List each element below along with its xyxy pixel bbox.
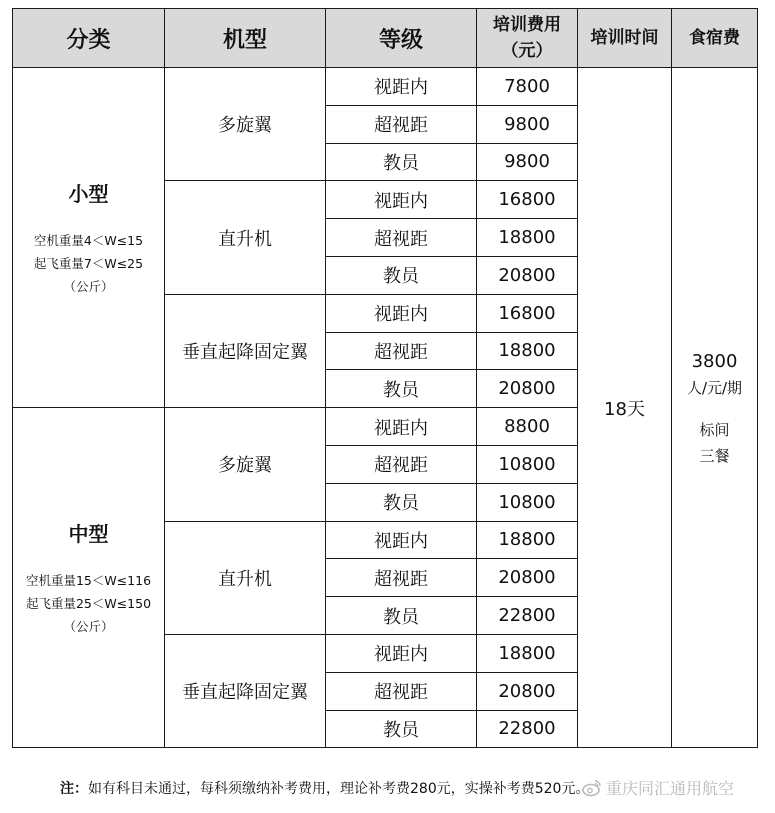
fee-cell: 22800 xyxy=(477,710,578,748)
fee-cell: 18800 xyxy=(477,219,578,257)
fee-cell: 9800 xyxy=(477,143,578,181)
category-note-unit: （公斤） xyxy=(63,618,114,634)
model-type: 垂直起降固定翼 xyxy=(165,634,326,747)
model-type: 直升机 xyxy=(165,181,326,294)
grade-cell: 视距内 xyxy=(326,634,477,672)
fee-cell: 10800 xyxy=(477,445,578,483)
category-title: 小型 xyxy=(68,181,109,206)
grade-cell: 视距内 xyxy=(326,521,477,559)
grade-cell: 教员 xyxy=(326,143,477,181)
header-fee-line1: 培训费用 xyxy=(493,15,561,35)
model-type: 多旋翼 xyxy=(165,408,326,521)
grade-cell: 超视距 xyxy=(326,219,477,257)
lodging-cell xyxy=(672,68,758,748)
header-grade: 等级 xyxy=(326,9,477,68)
header-fee xyxy=(477,9,578,68)
fee-cell: 7800 xyxy=(477,68,578,106)
category-note-empty-weight: 空机重量15＜W≤116 xyxy=(25,572,152,588)
lodging-room: 标间 xyxy=(699,420,730,439)
fee-cell: 22800 xyxy=(477,597,578,635)
fee-cell: 20800 xyxy=(477,672,578,710)
header-category: 分类 xyxy=(13,9,165,68)
fee-cell: 18800 xyxy=(477,634,578,672)
category-note-empty-weight: 空机重量4＜W≤15 xyxy=(33,232,144,248)
grade-cell: 超视距 xyxy=(326,672,477,710)
fee-cell: 20800 xyxy=(477,370,578,408)
category-small xyxy=(13,68,165,408)
footnote-text: 如有科目未通过，每科须缴纳补考费用，理论补考费280元，实操补考费520元。 xyxy=(88,781,590,797)
fee-cell: 20800 xyxy=(477,559,578,597)
header-fee-line2: （元） xyxy=(501,41,553,61)
grade-cell: 教员 xyxy=(326,710,477,748)
training-fee-table xyxy=(12,8,758,748)
grade-cell: 教员 xyxy=(326,597,477,635)
category-note-takeoff-weight: 起飞重量25＜W≤150 xyxy=(25,595,152,611)
header-row xyxy=(13,9,758,68)
category-title: 中型 xyxy=(68,521,109,546)
grade-cell: 超视距 xyxy=(326,105,477,143)
grade-cell: 教员 xyxy=(326,370,477,408)
table-row xyxy=(13,68,758,106)
model-type: 多旋翼 xyxy=(165,68,326,181)
grade-cell: 教员 xyxy=(326,256,477,294)
header-duration: 培训时间 xyxy=(578,9,672,68)
fee-cell: 10800 xyxy=(477,483,578,521)
fee-cell: 16800 xyxy=(477,294,578,332)
duration-cell: 18天 xyxy=(578,68,672,748)
weibo-icon xyxy=(582,779,602,797)
category-note-unit: （公斤） xyxy=(63,278,114,294)
header-model: 机型 xyxy=(165,9,326,68)
footnote-label: 注： xyxy=(60,781,88,797)
grade-cell: 超视距 xyxy=(326,559,477,597)
lodging-unit: 人/元/期 xyxy=(686,378,743,397)
fee-cell: 18800 xyxy=(477,521,578,559)
model-type: 直升机 xyxy=(165,521,326,634)
category-medium xyxy=(13,408,165,748)
fee-cell: 9800 xyxy=(477,105,578,143)
fee-cell: 8800 xyxy=(477,408,578,446)
fee-cell: 16800 xyxy=(477,181,578,219)
model-type: 垂直起降固定翼 xyxy=(165,294,326,407)
fee-cell: 18800 xyxy=(477,332,578,370)
lodging-price: 3800 xyxy=(691,350,738,372)
grade-cell: 超视距 xyxy=(326,445,477,483)
grade-cell: 教员 xyxy=(326,483,477,521)
grade-cell: 超视距 xyxy=(326,332,477,370)
grade-cell: 视距内 xyxy=(326,294,477,332)
grade-cell: 视距内 xyxy=(326,408,477,446)
grade-cell: 视距内 xyxy=(326,68,477,106)
grade-cell: 视距内 xyxy=(326,181,477,219)
header-lodging: 食宿费 xyxy=(672,9,758,68)
footnote xyxy=(60,778,589,798)
watermark xyxy=(582,776,734,799)
watermark-text: 重庆同汇通用航空 xyxy=(606,779,735,798)
category-note-takeoff-weight: 起飞重量7＜W≤25 xyxy=(33,255,144,271)
fee-cell: 20800 xyxy=(477,256,578,294)
lodging-meals: 三餐 xyxy=(699,446,730,465)
